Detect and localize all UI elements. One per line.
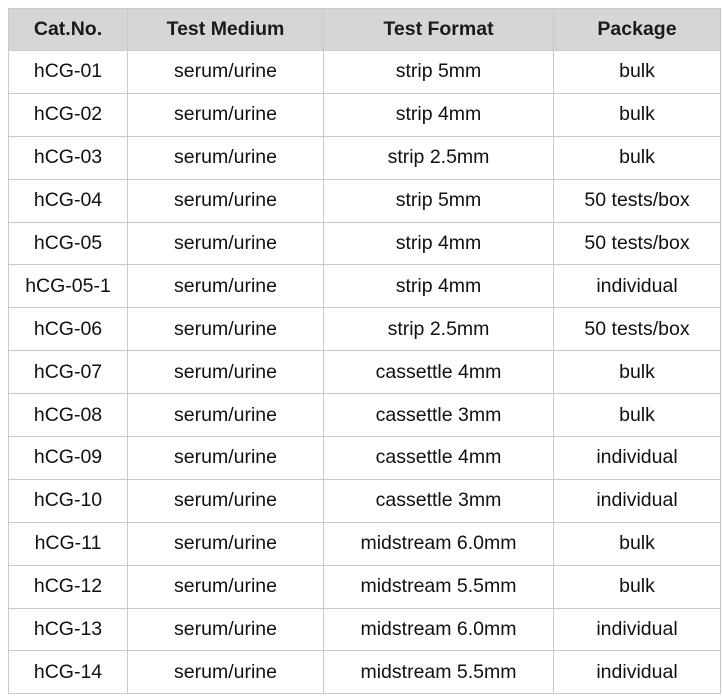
table-row — [9, 394, 721, 437]
header-package: Package — [554, 9, 721, 51]
cell-package: 50 tests/box — [554, 222, 721, 265]
cell-test-format: strip 4mm — [324, 93, 554, 136]
cell-cat-no: hCG-02 — [9, 93, 128, 136]
cell-package: bulk — [554, 136, 721, 179]
table-row — [9, 265, 721, 308]
cell-cat-no: hCG-05 — [9, 222, 128, 265]
cell-test-format: strip 2.5mm — [324, 136, 554, 179]
header-cat-no: Cat.No. — [9, 9, 128, 51]
cell-package: individual — [554, 651, 721, 694]
table-row — [9, 651, 721, 694]
cell-package: individual — [554, 608, 721, 651]
cell-test-medium: serum/urine — [128, 351, 324, 394]
table-row — [9, 51, 721, 94]
cell-test-medium: serum/urine — [128, 93, 324, 136]
table-row — [9, 608, 721, 651]
table-header — [9, 9, 721, 51]
cell-test-medium: serum/urine — [128, 608, 324, 651]
table-body — [9, 51, 721, 694]
cell-package: bulk — [554, 522, 721, 565]
cell-test-format: strip 4mm — [324, 265, 554, 308]
table-row — [9, 437, 721, 480]
cell-test-medium: serum/urine — [128, 265, 324, 308]
cell-cat-no: hCG-11 — [9, 522, 128, 565]
cell-cat-no: hCG-01 — [9, 51, 128, 94]
cell-test-medium: serum/urine — [128, 437, 324, 480]
cell-test-format: strip 5mm — [324, 179, 554, 222]
cell-package: bulk — [554, 394, 721, 437]
cell-cat-no: hCG-07 — [9, 351, 128, 394]
cell-cat-no: hCG-14 — [9, 651, 128, 694]
cell-cat-no: hCG-12 — [9, 565, 128, 608]
cell-cat-no: hCG-05-1 — [9, 265, 128, 308]
cell-cat-no: hCG-08 — [9, 394, 128, 437]
cell-cat-no: hCG-06 — [9, 308, 128, 351]
cell-test-format: strip 2.5mm — [324, 308, 554, 351]
cell-cat-no: hCG-09 — [9, 437, 128, 480]
cell-package: individual — [554, 437, 721, 480]
table-row — [9, 351, 721, 394]
table-row — [9, 136, 721, 179]
cell-test-medium: serum/urine — [128, 136, 324, 179]
cell-test-format: midstream 5.5mm — [324, 651, 554, 694]
cell-test-format: midstream 6.0mm — [324, 522, 554, 565]
cell-test-medium: serum/urine — [128, 222, 324, 265]
cell-test-format: cassettle 4mm — [324, 437, 554, 480]
table-row — [9, 222, 721, 265]
cell-test-medium: serum/urine — [128, 394, 324, 437]
cell-test-medium: serum/urine — [128, 51, 324, 94]
cell-test-format: strip 5mm — [324, 51, 554, 94]
cell-test-medium: serum/urine — [128, 522, 324, 565]
cell-test-format: cassettle 4mm — [324, 351, 554, 394]
product-table — [8, 8, 721, 694]
table-row — [9, 93, 721, 136]
cell-test-format: midstream 6.0mm — [324, 608, 554, 651]
cell-cat-no: hCG-03 — [9, 136, 128, 179]
cell-cat-no: hCG-04 — [9, 179, 128, 222]
product-table-container — [8, 8, 720, 694]
cell-package: bulk — [554, 351, 721, 394]
header-test-format: Test Format — [324, 9, 554, 51]
header-test-medium: Test Medium — [128, 9, 324, 51]
table-row — [9, 308, 721, 351]
cell-test-format: midstream 5.5mm — [324, 565, 554, 608]
cell-package: bulk — [554, 93, 721, 136]
cell-test-format: cassettle 3mm — [324, 394, 554, 437]
cell-test-medium: serum/urine — [128, 651, 324, 694]
table-row — [9, 522, 721, 565]
cell-package: bulk — [554, 565, 721, 608]
cell-package: 50 tests/box — [554, 179, 721, 222]
cell-test-medium: serum/urine — [128, 179, 324, 222]
cell-package: individual — [554, 479, 721, 522]
cell-test-medium: serum/urine — [128, 565, 324, 608]
table-row — [9, 565, 721, 608]
cell-test-format: cassettle 3mm — [324, 479, 554, 522]
cell-cat-no: hCG-13 — [9, 608, 128, 651]
cell-test-format: strip 4mm — [324, 222, 554, 265]
header-row — [9, 9, 721, 51]
cell-package: bulk — [554, 51, 721, 94]
cell-test-medium: serum/urine — [128, 479, 324, 522]
table-row — [9, 479, 721, 522]
table-row — [9, 179, 721, 222]
cell-cat-no: hCG-10 — [9, 479, 128, 522]
cell-test-medium: serum/urine — [128, 308, 324, 351]
cell-package: 50 tests/box — [554, 308, 721, 351]
cell-package: individual — [554, 265, 721, 308]
